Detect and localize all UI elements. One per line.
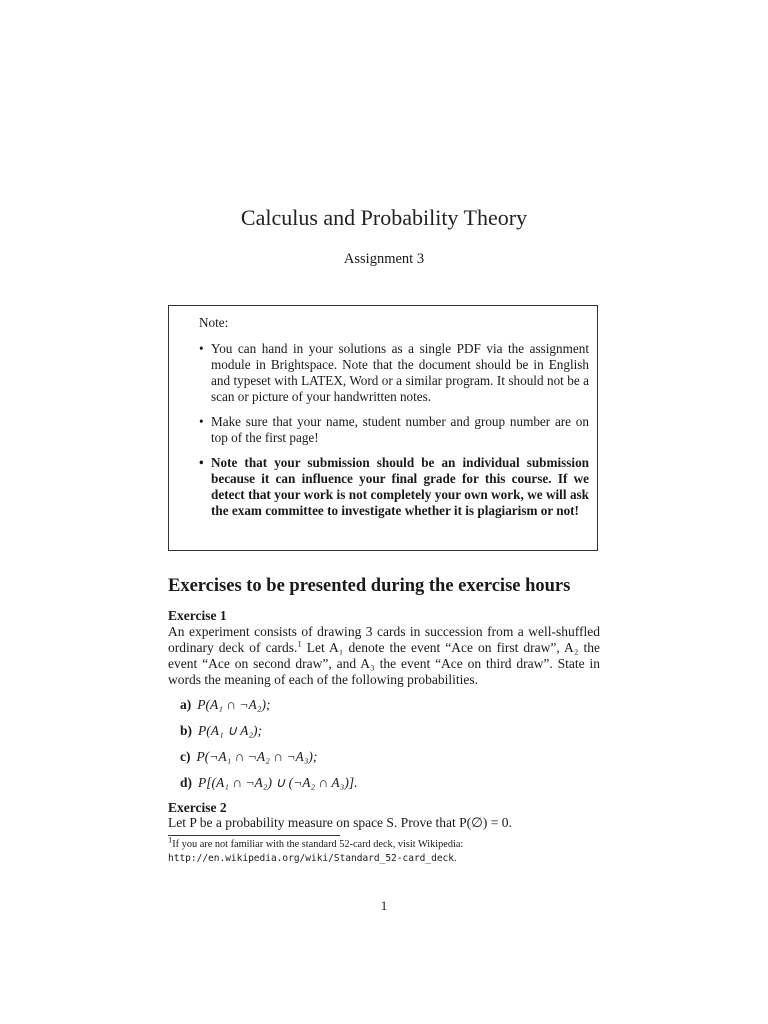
note-item: [199, 341, 589, 405]
exercise-1-item-b: [180, 723, 262, 739]
note-list: [199, 341, 589, 528]
exercise-1-title: Exercise 1: [168, 608, 227, 623]
item-expression: P[(A₁ ∩ ¬A₂) ∪ (¬A₂ ∩ A₃)].: [198, 775, 358, 790]
exercise-2-text: Let P be a probability measure on space S. Prove that P(∅) = 0.: [168, 815, 512, 830]
item-label: a): [180, 697, 192, 712]
note-item-text: Make sure that your name, student number and group number are on top of the first page!: [211, 414, 589, 445]
note-item-text: Note that your submission should be an individual submission because it can influence your final grade for this course. If we detect that your work is not completely your own work, we will ask the exam committee to investigate whether it is plagiarism or not!: [211, 455, 589, 518]
item-expression: P(¬A₁ ∩ ¬A₂ ∩ ¬A₃);: [196, 749, 318, 764]
exercise-1-text-part2: Let A₁ denote the event “Ace on first draw”, A₂ the event “Ace on second draw”, and A₃ the event “Ace on third draw”. State in words the meaning of each of the following probabilities.: [168, 640, 600, 687]
document-title: Calculus and Probability Theory: [240, 205, 528, 230]
note-label: Note:: [199, 315, 229, 330]
note-item-warning: [199, 455, 589, 519]
footnote-mark: 1: [297, 638, 302, 649]
item-label: c): [180, 749, 191, 764]
note-box: [168, 305, 598, 551]
item-expression: P(A₁ ∪ A₂);: [198, 723, 263, 738]
exercise-1-text: [168, 624, 600, 688]
item-expression: P(A₁ ∩ ¬A₂);: [197, 697, 271, 712]
footnote: [168, 834, 600, 866]
footnote-period: .: [453, 853, 457, 864]
exercise-1-text-part1: An experiment consists of drawing 3 cards in succession from a well-shuffled ordinary deck of cards.: [168, 624, 600, 655]
exercise-2-title: Exercise 2: [168, 800, 227, 815]
note-item: [199, 414, 589, 446]
note-item-text: You can hand in your solutions as a single PDF via the assignment module in Brightspace. Note that the document should be in English and typeset with LATEX, Word or a similar program. It should not be a scan or picture of your handwritten notes.: [211, 341, 589, 404]
exercise-1-item-a: [180, 697, 270, 713]
item-label: b): [180, 723, 193, 738]
exercise-1-item-c: [180, 749, 317, 765]
bullet-icon: •: [199, 341, 204, 356]
section-heading: Exercises to be presented during the exercise hours: [168, 576, 571, 596]
document-subtitle: Assignment 3: [343, 251, 425, 267]
page-number: 1: [380, 898, 388, 913]
bullet-icon: •: [199, 414, 204, 429]
footnote-number: 1: [168, 834, 173, 845]
exercise-1-item-d: [180, 775, 358, 791]
footnote-text: If you are not familiar with the standard 52-card deck, visit Wikipedia:: [172, 839, 464, 850]
item-label: d): [180, 775, 193, 790]
footnote-rule: [168, 835, 340, 836]
footnote-link[interactable]: http://en.wikipedia.org/wiki/Standard_52-card_deck: [168, 853, 454, 864]
bullet-icon: •: [199, 455, 204, 470]
